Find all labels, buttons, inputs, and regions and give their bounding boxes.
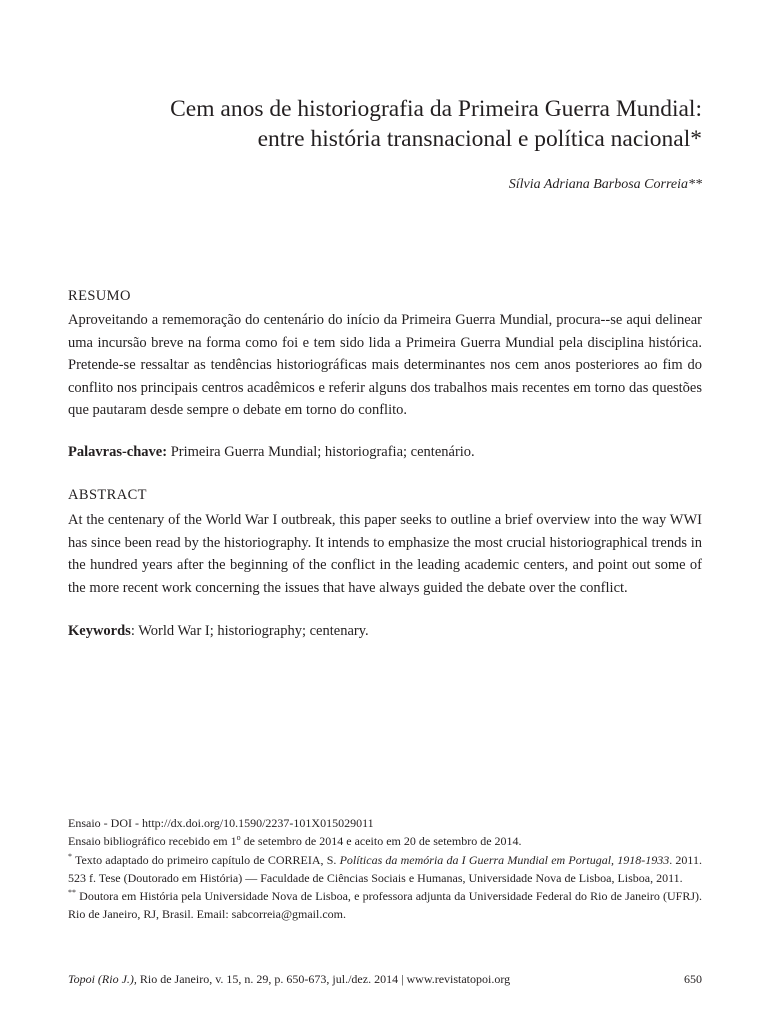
resumo-keywords-label: Palavras-chave: xyxy=(68,444,168,460)
footnote-2 xyxy=(68,887,702,924)
title-line-2: entre história transnacional e política nacional* xyxy=(257,126,702,152)
resumo-heading: RESUMO xyxy=(68,288,131,304)
footnote-1 xyxy=(68,851,702,888)
title-line-1: Cem anos de historiografia da Primeira Guerra Mundial: xyxy=(170,96,702,122)
footnotes xyxy=(68,814,702,924)
footnote-2-mark: ** xyxy=(68,888,76,898)
page-number: 650 xyxy=(684,972,702,986)
footer-citation xyxy=(68,972,510,986)
footnote-1-text-a: Texto adaptado do primeiro capítulo de CORREIA, S. xyxy=(72,852,340,867)
abstract-heading: ABSTRACT xyxy=(68,487,147,503)
resumo-text: Aproveitando a rememoração do centenário do início da Primeira Guerra Mundial, procura--se aqui delinear uma incursão breve na forma como foi e tem sido lida a Primeira Guerra Mundial pela disciplina histórica. Pretende-se ressaltar as tendências historiográficas mais determinantes nos cem anos posteriores ao fim do conflito nos principais centros acadêmicos e referir alguns dos trabalhos mais recentes em torno das questões que pautaram desde sempre o debate em torno do conflito. xyxy=(68,312,702,419)
footnote-1-text-b: . 2011. 523 f. Tese (Doutorado em História) — Faculdade de Ciências Sociais e Humanas, Universidade Nova de Lisboa, Lisboa, 2011. xyxy=(68,852,702,885)
received-ordinal: o xyxy=(236,833,241,843)
footer-journal: Topoi (Rio J.), xyxy=(68,972,137,986)
article-title xyxy=(68,94,702,154)
page-footer xyxy=(68,972,702,987)
abstract-keywords-label: Keywords xyxy=(68,623,131,639)
doi-line: Ensaio - DOI - http://dx.doi.org/10.1590/2237-101X015029011 xyxy=(68,816,374,830)
footer-details: Rio de Janeiro, v. 15, n. 29, p. 650-673, jul./dez. 2014 | www.revistatopoi.org xyxy=(136,972,511,986)
received-line xyxy=(68,832,702,850)
received-text-b: de setembro de 2014 e aceito em 20 de setembro de 2014. xyxy=(240,834,522,849)
resumo-keywords xyxy=(68,441,702,463)
footnote-2-text: Doutora em História pela Universidade Nova de Lisboa, e professora adjunta da Universidade Federal do Rio de Janeiro (UFRJ). Rio de Janeiro, RJ, Brasil. Email: sabcorreia@gmail.com. xyxy=(68,889,702,922)
author-name: Sílvia Adriana Barbosa Correia** xyxy=(508,177,702,192)
footnote-1-title: Políticas da memória da I Guerra Mundial em Portugal, 1918-1933 xyxy=(339,852,670,867)
abstract-keywords xyxy=(68,620,702,642)
footnote-1-mark: * xyxy=(68,851,72,861)
resumo-keywords-list: Primeira Guerra Mundial; historiografia; centenário. xyxy=(167,444,475,460)
received-text-a: Ensaio bibliográfico recebido em 1 xyxy=(68,834,237,849)
abstract-text: At the centenary of the World War I outbreak, this paper seeks to outline a brief overview into the way WWI has since been read by the historiography. It intends to emphasize the most crucial historiographical trends in the hundred years after the beginning of the conflict in the leading academic centers, and point out some of the more recent work concerning the issues that have always guided the debate over the conflict. xyxy=(68,512,702,596)
abstract-keywords-list: : World War I; historiography; centenary. xyxy=(130,623,369,639)
